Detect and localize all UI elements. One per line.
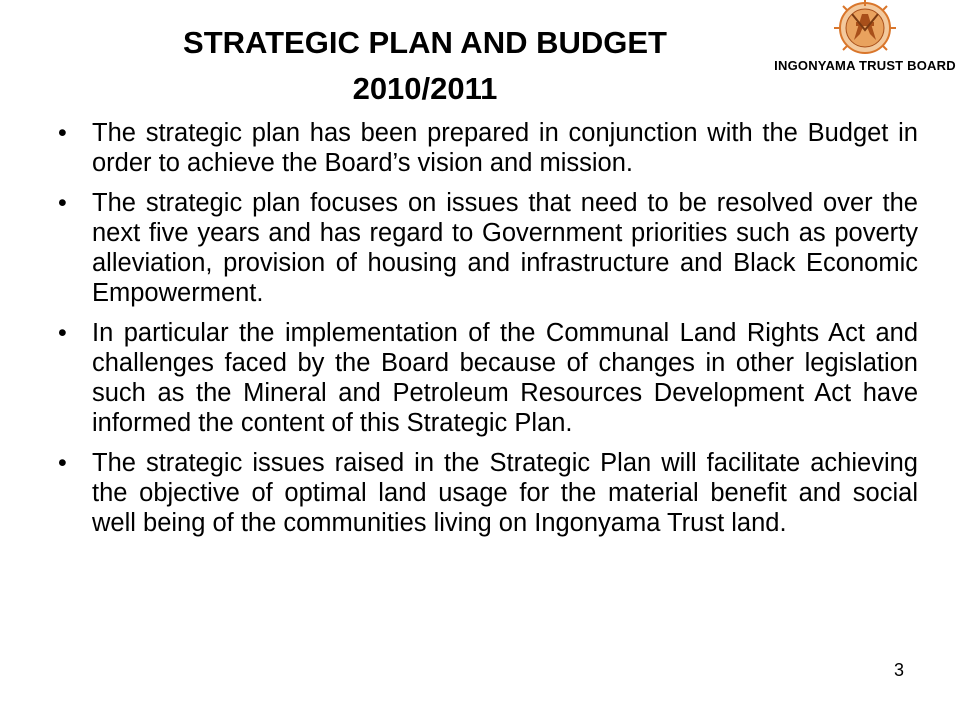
slide-title [100,20,750,112]
bullet-icon: • [58,319,67,347]
bullet-item [58,118,918,178]
bullet-text: The strategic plan has been prepared in conjunction with the Budget in order to achieve the Board’s vision and mission. [92,119,918,177]
page-number: 3 [893,660,904,680]
bullet-item [58,188,918,308]
bullet-item [58,318,918,438]
title-line-2: 2010/2011 [352,71,498,106]
title-line-1: STRATEGIC PLAN AND BUDGET [183,25,667,60]
bullet-icon: • [58,189,67,217]
bullet-icon: • [58,449,67,477]
bullet-list [58,118,918,548]
bullet-text: The strategic issues raised in the Strategic Plan will facilitate achieving the objective of optimal land usage for the material benefit and social well being of the communities living on Ingonyama Trust land. [92,449,918,537]
bullet-icon: • [58,119,67,147]
bullet-text: The strategic plan focuses on issues that need to be resolved over the next five years and has regard to Government priorities such as poverty alleviation, provision of housing and infrastructure and Black Economic Empowerment. [92,189,918,307]
ingonyama-trust-board-logo [770,0,960,82]
bullet-item [58,448,918,538]
bullet-text: In particular the implementation of the Communal Land Rights Act and challenges faced by the Board because of changes in other legislation such as the Mineral and Petroleum Resources Development Act have informed the content of this Strategic Plan. [92,319,918,437]
logo-name: INGONYAMA TRUST BOARD [774,58,956,73]
lion-emblem-icon [770,0,960,60]
